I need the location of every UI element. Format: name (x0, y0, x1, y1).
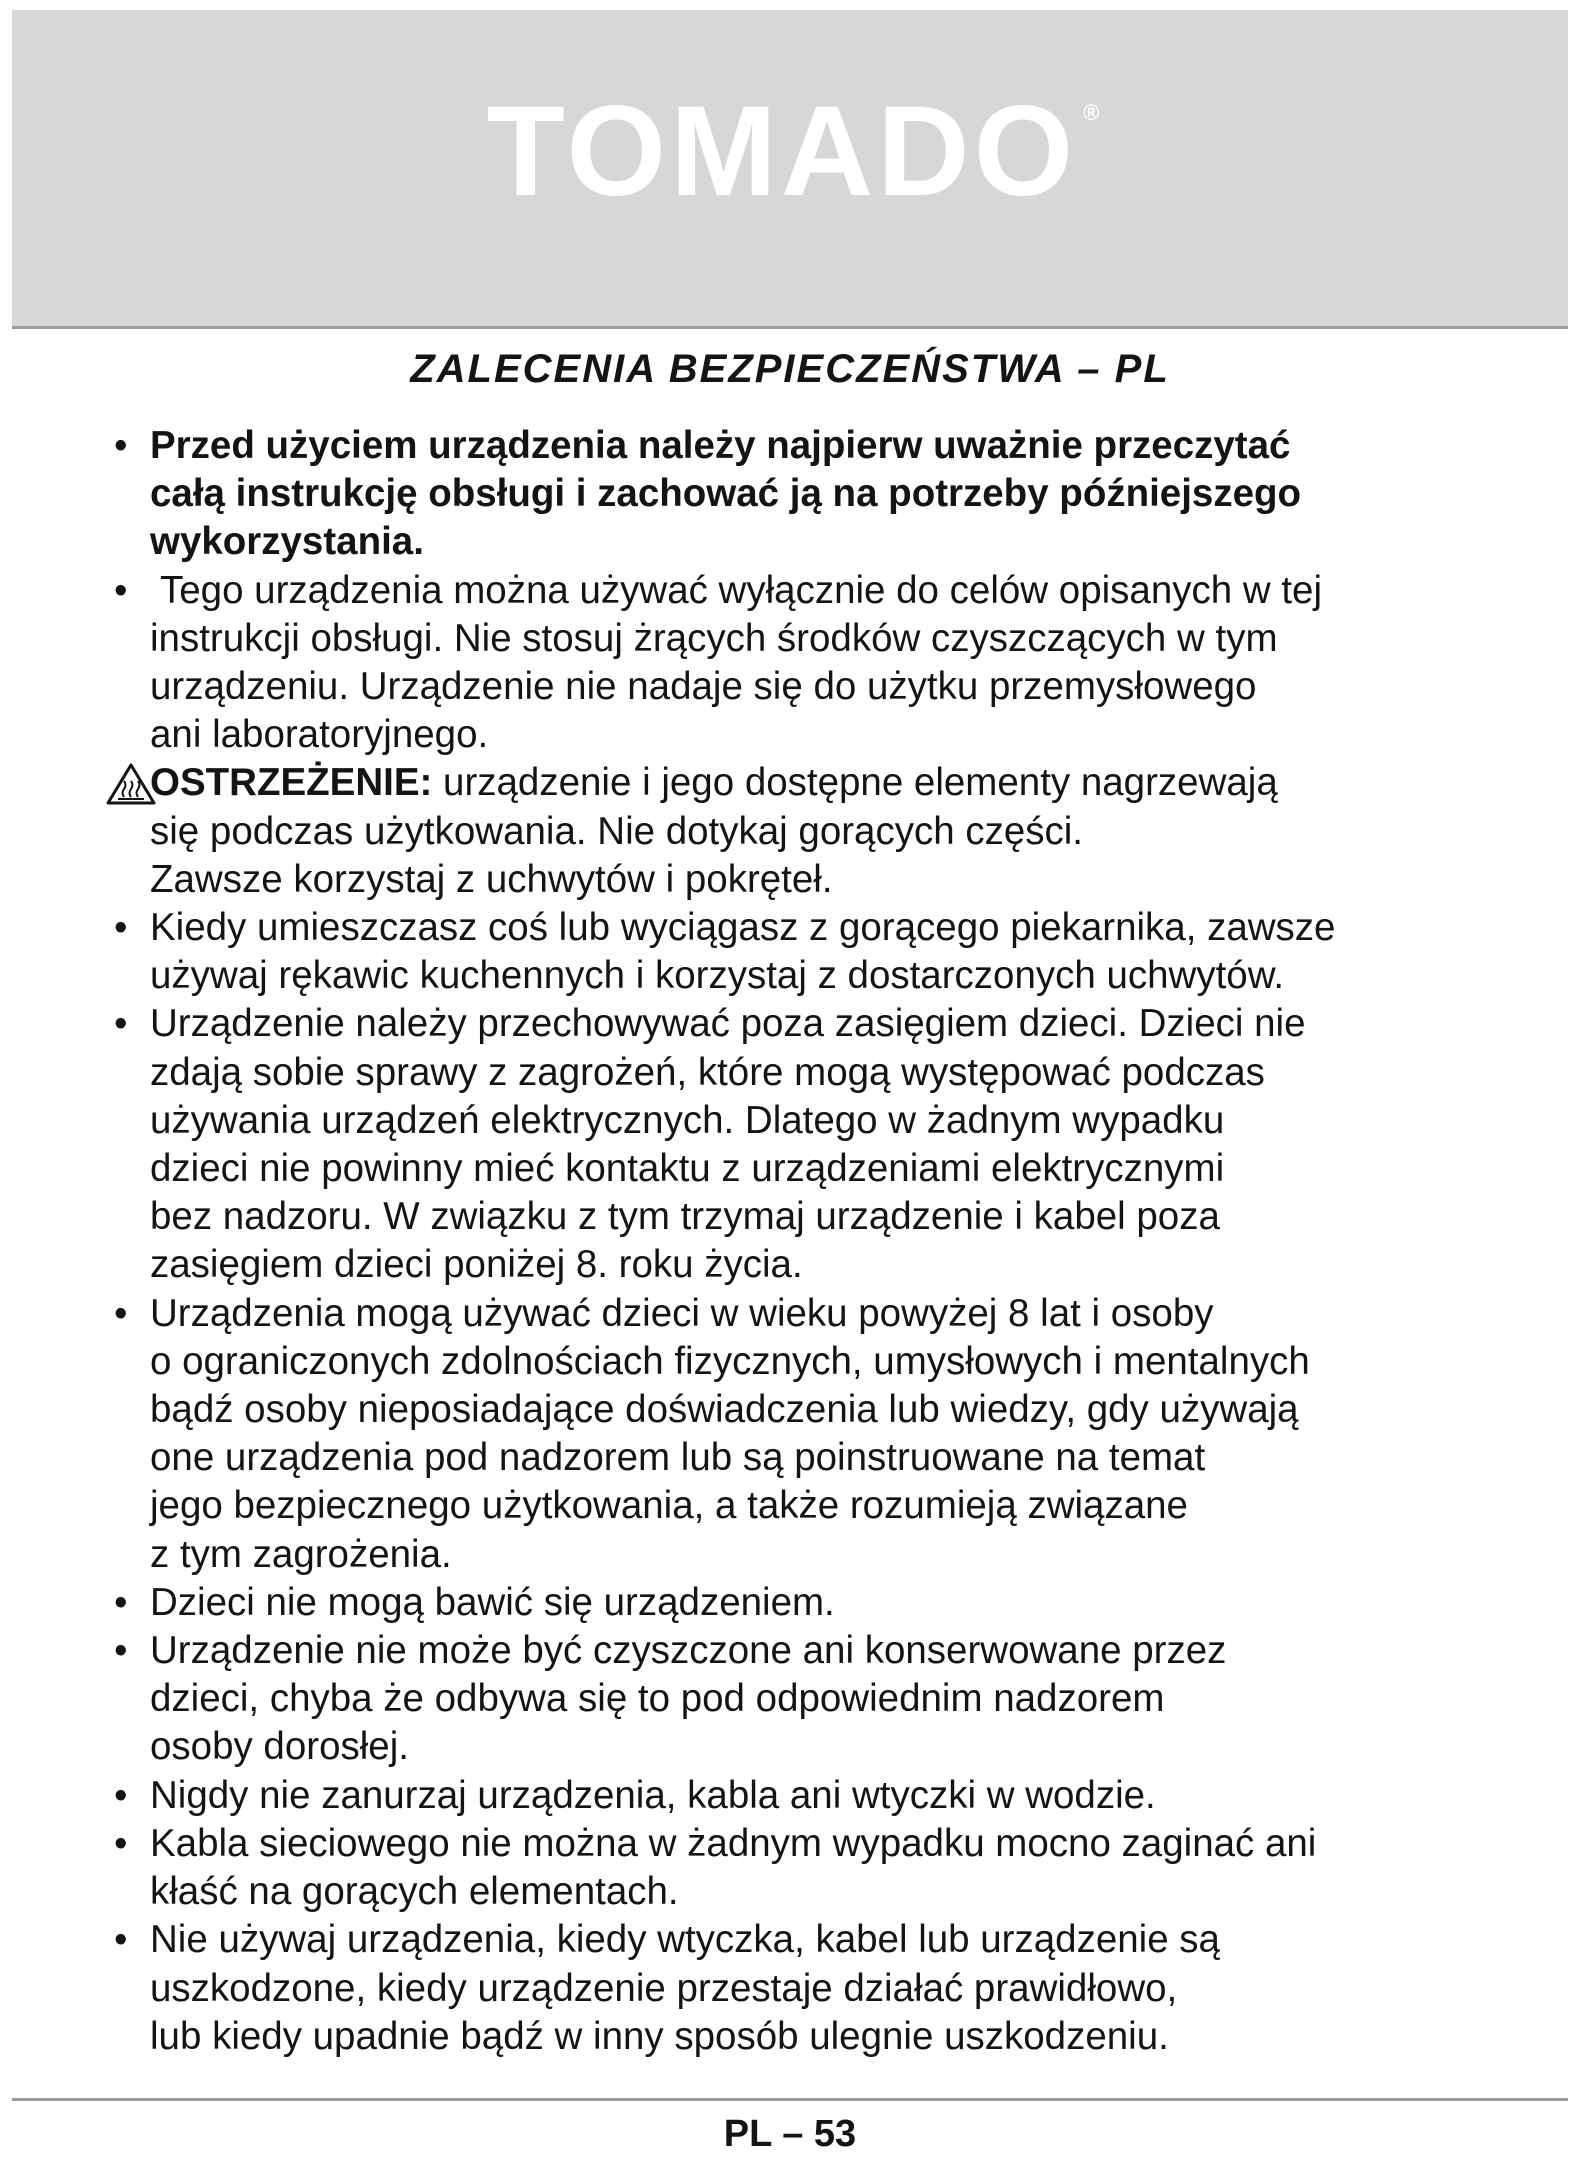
list-item (110, 422, 1510, 567)
footer-divider (12, 2098, 1568, 2101)
item-line: bądź osoby nieposiadające doświadczenia lub wiedzy, gdy używają (150, 1388, 1299, 1432)
bullet-icon: • (114, 1773, 128, 1817)
bullet-icon: • (114, 1291, 128, 1335)
item-line: całą instrukcję obsługi i zachować ją na potrzeby późniejszego (150, 472, 1302, 516)
bullet-icon: • (114, 568, 128, 612)
list-item (110, 567, 1510, 760)
header-banner (12, 10, 1568, 326)
brand-name: TOMADO (486, 80, 1078, 223)
item-line: wykorzystania. (150, 520, 424, 564)
item-line: bez nadzoru. W związku z tym trzymaj urządzenie i kabel poza (150, 1195, 1220, 1239)
item-line: używania urządzeń elektrycznych. Dlatego w żadnym wypadku (150, 1098, 1225, 1142)
item-line: uszkodzone, kiedy urządzenie przestaje działać prawidłowo, (150, 1966, 1178, 2010)
bullet-icon: • (114, 1580, 128, 1624)
item-line: one urządzenia pod nadzorem lub są poinstruowane na temat (150, 1436, 1206, 1480)
list-item (110, 1916, 1510, 2061)
item-line: Kabla sieciowego nie można w żadnym wypadku mocno zaginać ani (150, 1821, 1317, 1865)
bullet-icon: • (114, 1002, 128, 1046)
brand-logo (12, 80, 1568, 223)
item-line: dzieci, chyba że odbywa się to pod odpowiednim nadzorem (150, 1677, 1165, 1721)
list-item (110, 1772, 1510, 1820)
item-line: instrukcji obsługi. Nie stosuj żrących środków czyszczących w tym (150, 616, 1278, 660)
item-line: dzieci nie powinny mieć kontaktu z urządzeniami elektrycznymi (150, 1147, 1225, 1191)
list-item (110, 1820, 1510, 1916)
list-item (110, 1290, 1510, 1579)
item-line: ani laboratoryjnego. (150, 713, 489, 757)
safety-instructions-list (110, 422, 1510, 2061)
item-line: osoby dorosłej. (150, 1725, 409, 1769)
header-divider (12, 326, 1568, 329)
item-line: Urządzenie nie może być czyszczone ani konserwowane przez (150, 1629, 1227, 1673)
item-line: lub kiedy upadnie bądź w inny sposób ulegnie uszkodzeniu. (150, 2014, 1169, 2058)
item-line (150, 759, 1510, 807)
warning-item (110, 759, 1510, 904)
item-line: o ograniczonych zdolnościach fizycznych, umysłowych i mentalnych (150, 1339, 1310, 1383)
warning-text: urządzenie i jego dostępne elementy nagrzewają (432, 761, 1278, 805)
page-number: PL – 53 (723, 2113, 857, 2155)
registered-mark: ® (1083, 100, 1100, 125)
bullet-icon: • (114, 1629, 128, 1673)
item-line: się podczas użytkowania. Nie dotykaj gorących części. (150, 809, 1083, 853)
page-title: ZALECENIA BEZPIECZEŃSTWA – PL (410, 347, 1170, 391)
item-line: zdają sobie sprawy z zagrożeń, które mogą występować podczas (150, 1050, 1265, 1094)
bullet-icon: • (114, 1821, 128, 1865)
list-item (110, 1627, 1510, 1772)
list-item (110, 904, 1510, 1000)
item-line: Kiedy umieszczasz coś lub wyciągasz z gorącego piekarnika, zawsze (150, 906, 1336, 950)
item-line: Tego urządzenia można używać wyłącznie do celów opisanych w tej (150, 568, 1323, 612)
item-line: używaj rękawic kuchennych i korzystaj z dostarczonych uchwytów. (150, 954, 1285, 998)
list-item (110, 1000, 1510, 1289)
bullet-icon: • (114, 906, 128, 950)
item-line: z tym zagrożenia. (150, 1532, 452, 1576)
item-line: Nie używaj urządzenia, kiedy wtyczka, kabel lub urządzenie są (150, 1918, 1220, 1962)
item-line: jego bezpiecznego użytkowania, a także rozumieją związane (150, 1484, 1188, 1528)
item-line: Przed użyciem urządzenia należy najpierw uważnie przeczytać (150, 424, 1291, 467)
bullet-icon: • (114, 1918, 128, 1962)
warning-label: OSTRZEŻENIE: (150, 761, 433, 805)
list-item (110, 1579, 1510, 1627)
item-line: Dzieci nie mogą bawić się urządzeniem. (150, 1580, 835, 1624)
item-line: Zawsze korzystaj z uchwytów i pokręteł. (150, 857, 833, 901)
item-line: Nigdy nie zanurzaj urządzenia, kabla ani wtyczki w wodzie. (150, 1773, 1156, 1817)
item-line: Urządzenia mogą używać dzieci w wieku powyżej 8 lat i osoby (150, 1291, 1214, 1335)
item-line: urządzeniu. Urządzenie nie nadaje się do użytku przemysłowego (150, 665, 1257, 709)
item-line: Urządzenie należy przechowywać poza zasięgiem dzieci. Dzieci nie (150, 1002, 1306, 1046)
hot-surface-warning-icon (106, 763, 156, 805)
bullet-icon: • (114, 424, 128, 467)
item-line: kłaść na gorących elementach. (150, 1870, 679, 1914)
item-line: zasięgiem dzieci poniżej 8. roku życia. (150, 1243, 803, 1287)
